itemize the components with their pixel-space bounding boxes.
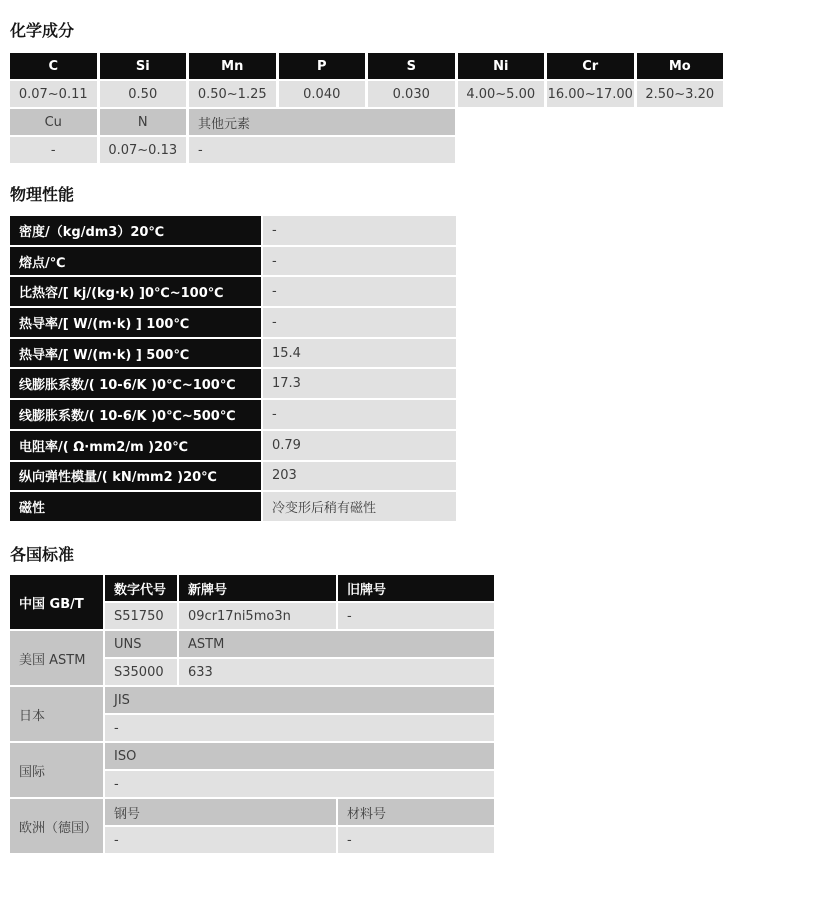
phys-value-cell: 0.79 [263, 431, 456, 460]
chem-col-header: C [10, 53, 97, 79]
standards-group-label: 国际 [10, 743, 103, 797]
standards-value-cell: - [105, 715, 494, 741]
phys-label-cell: 热导率/[ W/(m·k) ] 500℃ [10, 339, 261, 368]
chem-value-cell: - [189, 137, 455, 163]
standards-header-cell: UNS [105, 631, 177, 657]
chem-col-header: S [368, 53, 455, 79]
phys-label-cell: 纵向弹性模量/( kN/mm2 )20℃ [10, 462, 261, 491]
chem-value-cell: 0.030 [368, 81, 455, 107]
standards-header-cell: JIS [105, 687, 494, 713]
phys-value-cell: - [263, 216, 456, 245]
phys-label-cell: 熔点/℃ [10, 247, 261, 276]
phys-label-cell: 电阻率/( Ω·mm2/m )20℃ [10, 431, 261, 460]
standards-group-label: 美国 ASTM [10, 631, 103, 685]
chem-col-header-secondary: 其他元素 [189, 109, 455, 135]
phys-value-cell: 冷变形后稍有磁性 [263, 492, 456, 521]
phys-label-cell: 线膨胀系数/( 10-6/K )0℃~500℃ [10, 400, 261, 429]
standards-header-cell: 材料号 [338, 799, 494, 825]
standards-value-cell: 633 [179, 659, 494, 685]
table-standards [10, 575, 494, 853]
table-chemical [10, 53, 723, 163]
chem-col-header: Mo [637, 53, 724, 79]
standards-value-cell: - [338, 603, 494, 629]
chem-value-cell: 2.50~3.20 [637, 81, 724, 107]
chem-value-cell: - [10, 137, 97, 163]
chem-value-cell: 0.040 [279, 81, 366, 107]
standards-value-cell: - [105, 827, 336, 853]
phys-label-cell: 磁性 [10, 492, 261, 521]
phys-value-cell: 15.4 [263, 339, 456, 368]
chem-value-cell: 0.50 [100, 81, 187, 107]
standards-header-cell: ISO [105, 743, 494, 769]
phys-label-cell: 线膨胀系数/( 10-6/K )0℃~100℃ [10, 369, 261, 398]
phys-value-cell: - [263, 247, 456, 276]
standards-value-cell: S51750 [105, 603, 177, 629]
phys-label-cell: 比热容/[ kj/(kg·k) ]0℃~100℃ [10, 277, 261, 306]
chem-col-header: P [279, 53, 366, 79]
chem-col-header: Si [100, 53, 187, 79]
standards-header-cell: 旧牌号 [338, 575, 494, 601]
standards-header-cell: 钢号 [105, 799, 336, 825]
chem-value-cell: 0.07~0.11 [10, 81, 97, 107]
standards-header-cell: 数字代号 [105, 575, 177, 601]
chem-col-header-secondary: N [100, 109, 187, 135]
table-physical [10, 216, 456, 521]
standards-value-cell: S35000 [105, 659, 177, 685]
chem-col-header-secondary: Cu [10, 109, 97, 135]
standards-value-cell: - [338, 827, 494, 853]
standards-header-cell: 新牌号 [179, 575, 336, 601]
phys-label-cell: 密度/（kg/dm3）20℃ [10, 216, 261, 245]
chem-value-cell: 4.00~5.00 [458, 81, 545, 107]
phys-value-cell: 17.3 [263, 369, 456, 398]
standards-group-label: 欧洲（德国） [10, 799, 103, 853]
standards-value-cell: - [105, 771, 494, 797]
chem-col-header: Mn [189, 53, 276, 79]
phys-value-cell: - [263, 400, 456, 429]
standards-header-cell: ASTM [179, 631, 494, 657]
chem-col-header: Cr [547, 53, 634, 79]
section-title-physical: 物理性能 [10, 185, 75, 204]
chem-value-cell: 0.07~0.13 [100, 137, 187, 163]
chem-value-cell: 16.00~17.00 [547, 81, 634, 107]
phys-value-cell: - [263, 308, 456, 337]
phys-value-cell: - [263, 277, 456, 306]
phys-label-cell: 热导率/[ W/(m·k) ] 100℃ [10, 308, 261, 337]
chem-value-cell: 0.50~1.25 [189, 81, 276, 107]
section-title-chemical: 化学成分 [10, 21, 75, 40]
standards-group-label: 日本 [10, 687, 103, 741]
standards-value-cell: 09cr17ni5mo3n [179, 603, 336, 629]
section-title-standards: 各国标准 [10, 545, 75, 564]
chem-col-header: Ni [458, 53, 545, 79]
phys-value-cell: 203 [263, 462, 456, 491]
standards-group-label: 中国 GB/T [10, 575, 103, 629]
